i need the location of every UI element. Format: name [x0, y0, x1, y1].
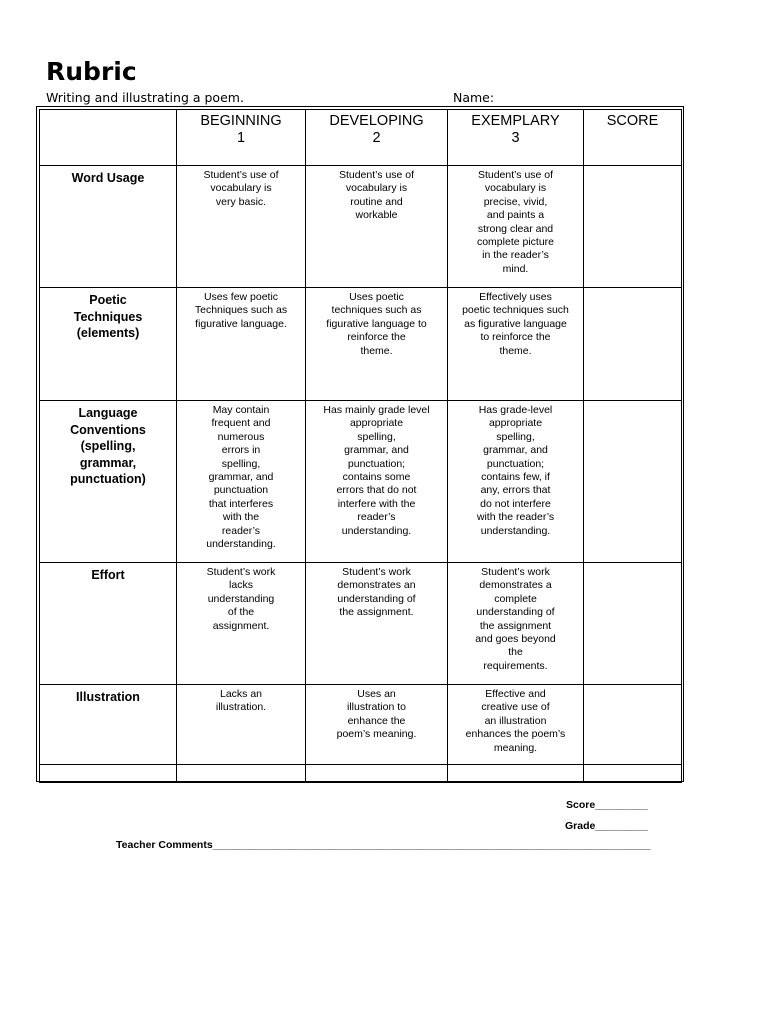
page-title: Rubric — [46, 57, 137, 86]
criterion-cell — [40, 166, 177, 288]
descriptor-line: understanding. — [341, 524, 412, 537]
rubric-table — [39, 109, 682, 783]
descriptor-line: in the reader’s — [482, 249, 549, 262]
header-exemplary — [448, 110, 584, 166]
descriptor-line: with the — [222, 511, 260, 524]
descriptor-line: and goes beyond — [475, 633, 556, 646]
descriptor-line: punctuation; — [486, 457, 545, 470]
descriptor-line: precise, vivid, — [483, 195, 548, 208]
descriptor-line: Uses an — [357, 688, 396, 700]
rubric-row — [40, 288, 682, 401]
descriptor-line: very basic. — [215, 195, 267, 208]
descriptor-line: theme. — [499, 344, 532, 357]
descriptor-line: punctuation — [213, 484, 269, 497]
descriptor-line: Has mainly grade level — [323, 404, 430, 416]
criterion-line: Poetic — [89, 293, 127, 307]
score-cell[interactable] — [584, 166, 682, 288]
descriptor-line: Student’s work — [206, 566, 276, 578]
descriptor-line: Student’s work — [342, 566, 411, 578]
descriptor-line: the assignment. — [339, 606, 414, 619]
descriptor-line: and paints a — [486, 209, 545, 222]
descriptor-exemplary — [448, 166, 584, 288]
descriptor-exemplary — [448, 685, 584, 765]
descriptor-developing — [306, 166, 448, 288]
descriptor-line: the — [508, 646, 523, 659]
level-number: 3 — [511, 130, 520, 146]
descriptor-line: with the reader’s — [476, 511, 555, 524]
header-row — [40, 110, 682, 166]
criterion-line: Effort — [91, 568, 125, 582]
descriptor-line: spelling, — [357, 430, 396, 443]
descriptor-line: that interferes — [208, 497, 274, 510]
descriptor-line: Student’s work — [481, 566, 550, 578]
descriptor-line: lacks — [229, 579, 253, 592]
descriptor-line: reader’s — [357, 511, 396, 524]
descriptor-line: numerous — [217, 430, 265, 443]
descriptor-line: poetic techniques such — [462, 304, 569, 317]
descriptor-line: routine and — [350, 195, 403, 208]
empty-cell — [448, 765, 584, 783]
descriptor-line: appropriate — [488, 417, 543, 430]
rubric-row — [40, 563, 682, 685]
descriptor-line: do not interfere — [480, 497, 551, 510]
rubric-row — [40, 401, 682, 563]
header-beginning — [177, 110, 306, 166]
descriptor-line: illustration. — [215, 701, 267, 714]
header-score — [584, 110, 682, 166]
descriptor-line: poem’s meaning. — [336, 728, 417, 741]
score-line: Score_________ — [566, 799, 648, 811]
descriptor-line: understanding — [207, 592, 275, 605]
criterion-line: Conventions — [70, 422, 146, 437]
descriptor-line: any, errors that — [480, 484, 551, 497]
descriptor-line: May contain — [212, 404, 270, 416]
assignment-subtitle: Writing and illustrating a poem. — [46, 90, 244, 105]
header-blank-cell — [40, 110, 177, 166]
descriptor-line: to reinforce the — [480, 331, 551, 344]
descriptor-line: spelling, — [496, 430, 535, 443]
descriptor-line: theme. — [360, 344, 393, 357]
descriptor-line: techniques such as — [331, 304, 422, 317]
descriptor-line: understanding. — [480, 524, 551, 537]
descriptor-line: grammar, and — [483, 444, 548, 457]
descriptor-line: requirements. — [483, 659, 548, 672]
descriptor-line: vocabulary is — [484, 182, 547, 195]
level-label: DEVELOPING — [329, 113, 424, 129]
descriptor-line: interfere with the — [337, 497, 416, 510]
descriptor-developing — [306, 563, 448, 685]
descriptor-line: understanding. — [206, 538, 276, 551]
descriptor-line: reinforce the — [347, 331, 406, 344]
criterion-line: Word Usage — [71, 171, 145, 185]
descriptor-line: the assignment — [479, 619, 552, 632]
descriptor-line: frequent and — [211, 417, 271, 430]
descriptor-line: Lacks an — [219, 688, 263, 700]
teacher-comments-line: Teacher Comments___________________________________________________________________________ — [116, 839, 651, 851]
empty-row — [40, 765, 682, 783]
descriptor-line: Uses few poetic — [203, 291, 279, 303]
descriptor-beginning — [177, 401, 306, 563]
descriptor-line: errors in — [221, 444, 261, 457]
criterion-cell — [40, 563, 177, 685]
descriptor-line: creative use of — [481, 701, 550, 714]
descriptor-developing — [306, 401, 448, 563]
descriptor-beginning — [177, 288, 306, 401]
empty-cell — [177, 765, 306, 783]
descriptor-line: contains few, if — [481, 471, 550, 484]
descriptor-line: meaning. — [493, 741, 538, 754]
criterion-cell — [40, 288, 177, 401]
rubric-row — [40, 166, 682, 288]
descriptor-exemplary — [448, 401, 584, 563]
level-label: SCORE — [606, 113, 659, 129]
descriptor-line: vocabulary is — [345, 182, 408, 195]
level-number: 1 — [236, 130, 246, 146]
score-cell[interactable] — [584, 401, 682, 563]
descriptor-line: vocabulary is — [210, 182, 272, 195]
descriptor-line: spelling, — [221, 457, 261, 470]
descriptor-beginning — [177, 166, 306, 288]
descriptor-line: as figurative language — [464, 317, 567, 330]
descriptor-line: contains some — [342, 471, 411, 484]
descriptor-line: figurative language. — [195, 317, 287, 330]
descriptor-line: Effective and — [485, 688, 546, 700]
descriptor-line: strong clear and — [477, 222, 554, 235]
descriptor-line: complete picture — [476, 236, 555, 249]
level-number: 2 — [372, 130, 381, 146]
criterion-line: Illustration — [76, 690, 140, 704]
criterion-cell — [40, 685, 177, 765]
descriptor-exemplary — [448, 288, 584, 401]
descriptor-line: Techniques such as — [194, 304, 288, 317]
criterion-line: grammar, — [79, 455, 137, 470]
descriptor-line: grammar, and — [208, 471, 274, 484]
descriptor-line: figurative language to — [326, 317, 427, 330]
header-developing — [306, 110, 448, 166]
criterion-line: punctuation) — [70, 472, 146, 486]
descriptor-line: Uses poetic — [349, 291, 404, 303]
score-cell[interactable] — [584, 563, 682, 685]
score-cell[interactable] — [584, 685, 682, 765]
score-cell[interactable] — [584, 288, 682, 401]
rubric-table-frame — [36, 106, 684, 782]
descriptor-line: appropriate — [349, 417, 404, 430]
descriptor-line: demonstrates a — [479, 579, 552, 592]
empty-cell — [306, 765, 448, 783]
criterion-line: (elements) — [76, 326, 140, 340]
descriptor-line: punctuation; — [347, 457, 406, 470]
descriptor-line: Effectively uses — [479, 291, 552, 303]
level-label: EXEMPLARY — [471, 113, 560, 129]
descriptor-line: complete — [494, 592, 537, 605]
descriptor-line: grammar, and — [344, 444, 409, 457]
descriptor-line: Student’s use of — [338, 169, 415, 181]
rubric-row — [40, 685, 682, 765]
descriptor-line: assignment. — [212, 619, 270, 632]
descriptor-developing — [306, 685, 448, 765]
descriptor-line: errors that do not — [336, 484, 417, 497]
descriptor-line: understanding of — [337, 592, 416, 605]
descriptor-exemplary — [448, 563, 584, 685]
empty-cell — [584, 765, 682, 783]
descriptor-line: an illustration — [484, 714, 547, 727]
descriptor-beginning — [177, 563, 306, 685]
descriptor-line: illustration to — [347, 701, 406, 714]
criterion-line: Techniques — [73, 309, 143, 324]
criterion-cell — [40, 401, 177, 563]
descriptor-line: Student’s use of — [477, 169, 554, 181]
descriptor-beginning — [177, 685, 306, 765]
empty-cell — [40, 765, 177, 783]
criterion-line: (spelling, — [80, 439, 136, 453]
descriptor-line: demonstrates an — [337, 579, 416, 592]
descriptor-line: workable — [355, 209, 398, 222]
descriptor-line: reader’s — [221, 524, 261, 537]
descriptor-line: Has grade-level — [478, 404, 553, 416]
descriptor-line: enhances the poem’s — [465, 728, 566, 741]
descriptor-line: enhance the — [347, 714, 406, 727]
name-field-label: Name: — [453, 90, 495, 105]
descriptor-line: mind. — [502, 262, 529, 275]
descriptor-line: of the — [227, 606, 255, 619]
descriptor-line: understanding of — [476, 606, 555, 619]
level-label: BEGINNING — [200, 113, 282, 129]
descriptor-line: Student’s use of — [203, 169, 279, 181]
criterion-line: Language — [78, 406, 138, 420]
descriptor-developing — [306, 288, 448, 401]
grade-line: Grade_________ — [565, 820, 648, 832]
